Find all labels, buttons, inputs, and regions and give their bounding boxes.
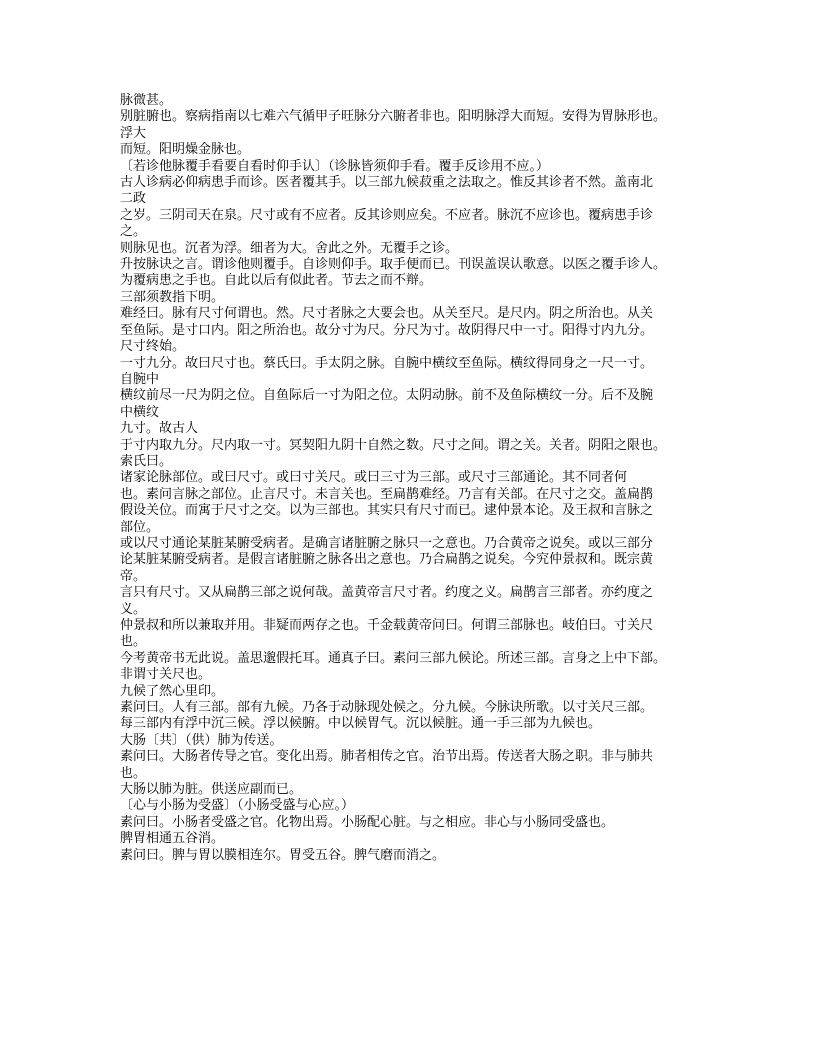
text-line: 诸家论脉部位。或曰尺寸。或曰寸关尺。或曰三寸为三部。或尺寸三部通论。其不同者何 <box>120 470 628 486</box>
text-line: 九候了然心里印。 <box>120 683 225 699</box>
text-line: 尺寸终始。 <box>120 339 186 355</box>
text-line: 素问曰。脾与胃以膜相连尔。胃受五谷。脾气磨而消之。 <box>120 847 446 863</box>
text-line: 或以尺寸通论某脏某腑受病者。是确言诸脏腑之脉只一之意也。乃合黄帝之说矣。或以三部分 <box>120 535 654 551</box>
text-line: 也。 <box>120 765 147 781</box>
text-line: 别脏腑也。察病指南以七难六气循甲子旺脉分六腑者非也。阳明脉浮大而短。安得为胃脉形也。 <box>120 109 667 125</box>
text-line: 至鱼际。是寸口内。阳之所治也。故分寸为尺。分尺为寸。故阴得尺中一寸。阳得寸内九分。 <box>120 322 654 338</box>
text-line: 素问曰。大肠者传导之官。变化出焉。肺者相传之官。治节出焉。传送者大肠之职。非与肺共 <box>120 749 654 765</box>
text-line: 而短。阳明燥金脉也。 <box>120 142 251 158</box>
text-line: 一寸九分。故曰尺寸也。蔡氏曰。手太阴之脉。自腕中横纹至鱼际。横纹得同身之一尺一寸。 <box>120 355 654 371</box>
text-line: 古人诊病必仰病患手而诊。医者覆其手。以三部九候菽重之法取之。惟反其诊者不然。盖南北 <box>120 175 654 191</box>
text-line: 三部须教指下明。 <box>120 289 225 305</box>
text-line: 升按脉诀之言。谓诊他则覆手。自诊则仰手。取手便而已。刊误盖误认歌意。以医之覆手诊人。 <box>120 257 667 273</box>
text-line: 〔若诊他脉覆手看要自看时仰手认〕（诊脉皆须仰手看。覆手反诊用不应。） <box>120 158 550 174</box>
text-line: 仲景叔和所以兼取并用。非疑而两存之也。千金载黄帝问曰。何谓三部脉也。岐伯曰。寸关尺 <box>120 618 654 633</box>
text-line: 每三部内有浮中沉三候。浮以候腑。中以候胃气。沉以候脏。通一手三部为九候也。 <box>120 716 602 732</box>
text-line: 素问曰。小肠者受盛之官。化物出焉。小肠配心脏。与之相应。非心与小肠同受盛也。 <box>120 814 615 830</box>
text-line: 二政 <box>120 191 147 207</box>
text-line: 为覆病患之手也。自此以后有似此者。节去之而不辩。 <box>120 273 433 289</box>
text-line: 义。 <box>120 601 147 617</box>
text-line: 之。 <box>120 224 147 240</box>
text-line: 大肠〔共〕（供）肺为传送。 <box>120 732 283 748</box>
text-line: 之岁。三阴司天在泉。尺寸或有不应者。反其诊则应矣。不应者。脉沉不应诊也。覆病患手诊 <box>120 207 654 223</box>
text-line: 〔心与小肠为受盛〕（小肠受盛与心应。） <box>120 798 355 814</box>
text-line: 假设关位。而寓于尺寸之交。以为三部也。其实只有尺寸而已。逮仲景本论。及王叔和言脉之 <box>120 503 654 519</box>
text-line: 于寸内取九分。尺内取一寸。冥契阳九阴十自然之数。尺寸之间。谓之关。关者。阴阳之限也。 <box>120 437 667 453</box>
text-line: 脾胃相通五谷消。 <box>120 831 225 847</box>
text-line: 今考黄帝书无此说。盖思邈假托耳。通真子曰。素问三部九候论。所述三部。言身之上中下部。 <box>120 650 667 666</box>
text-line: 素问曰。人有三部。部有九候。乃各于动脉现处候之。分九候。今脉诀所歌。以寸关尺三部。 <box>120 700 654 716</box>
text-line: 论某脏某腑受病者。是假言诸脏腑之脉各出之意也。乃合扁鹊之说矣。今究仲景叔和。既宗黄 <box>120 552 654 568</box>
text-line: 难经曰。脉有尺寸何谓也。然。尺寸者脉之大要会也。从关至尺。是尺内。阴之所治也。从关 <box>120 306 654 322</box>
text-line: 也。素问言脉之部位。止言尺寸。未言关也。至扁鹊难经。乃言有关部。在尺寸之交。盖扁鹊 <box>120 486 654 502</box>
text-line: 也。 <box>120 634 147 650</box>
text-line: 非谓寸关尺也。 <box>120 667 212 683</box>
text-line: 中横纹 <box>120 404 160 420</box>
text-line: 部位。 <box>120 519 160 535</box>
text-line: 横纹前尽一尺为阴之位。自鱼际后一寸为阳之位。太阴动脉。前不及鱼际横纹一分。后不及腕 <box>120 388 654 404</box>
text-line: 言只有尺寸。又从扁鹊三部之说何哉。盖黄帝言尺寸者。约度之义。扁鹊言三部者。亦约度之 <box>120 585 654 601</box>
text-line: 索氏曰。 <box>120 453 173 469</box>
text-line: 大肠以肺为脏。供送应副而已。 <box>120 782 303 798</box>
text-line: 九寸。故古人 <box>120 421 199 437</box>
document-page <box>120 93 700 864</box>
text-line: 自腕中 <box>120 371 160 387</box>
text-line: 则脉见也。沉者为浮。细者为大。舍此之外。无覆手之诊。 <box>120 240 459 256</box>
text-line: 脉微甚。 <box>120 93 173 108</box>
text-line: 浮大 <box>120 125 147 141</box>
text-line: 帝。 <box>120 568 147 584</box>
